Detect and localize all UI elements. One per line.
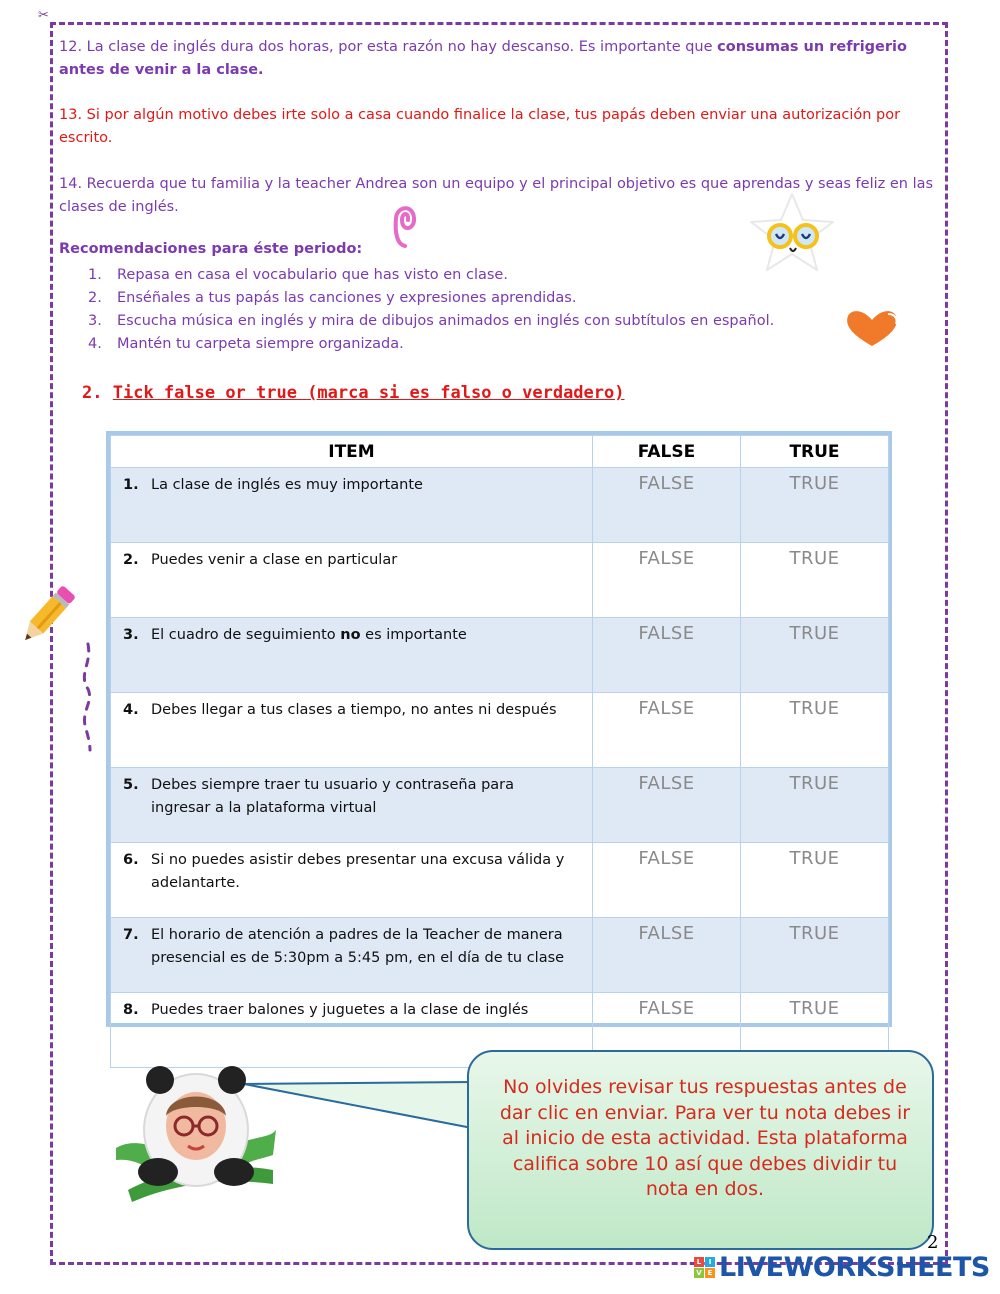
- item-text: Debes siempre traer tu usuario y contraseña para ingresar a la plataforma virtual: [151, 777, 515, 816]
- item-number: 6.: [123, 852, 139, 868]
- item-text: Si no puedes asistir debes presentar una excusa válida y adelantarte.: [151, 852, 565, 891]
- item-text: [151, 624, 576, 647]
- recommendations-title: Recomendaciones para éste periodo:: [59, 241, 363, 257]
- true-option[interactable]: TRUE: [741, 693, 889, 768]
- recommendation-number: 3.: [88, 313, 102, 329]
- item-text: Puedes venir a clase en particular: [151, 552, 398, 568]
- recommendation-text: Enséñales a tus papás las canciones y expresiones aprendidas.: [117, 290, 577, 306]
- paragraph-13: 13. Si por algún motivo debes irte solo a casa cuando finalice la clase, tus papás deben enviar una autorización por escrito.: [59, 107, 901, 146]
- item-text: El horario de atención a padres de la Teacher de manera presencial es de 5:30pm a 5:45 pm, en el día de tu clase: [151, 927, 565, 966]
- item-number: 1.: [123, 477, 139, 493]
- speech-bubble-text: No olvides revisar tus respuestas antes de dar clic en enviar. Para ver tu nota debes ir al inicio de esta actividad. Esta plataforma califica sobre 10 así que debes dividir tu nota en dos.: [499, 1076, 911, 1200]
- recommendation-text: Mantén tu carpeta siempre organizada.: [117, 336, 404, 352]
- true-false-table: [106, 431, 892, 1027]
- logo-tiles: [694, 1257, 715, 1278]
- recommendation-item: [88, 287, 774, 310]
- item-text: Puedes traer balones y juguetes a la clase de inglés: [151, 1002, 529, 1018]
- item-number: 7.: [123, 927, 139, 943]
- item-cell: [111, 543, 593, 618]
- false-option[interactable]: FALSE: [593, 843, 741, 918]
- false-option[interactable]: FALSE: [593, 768, 741, 843]
- table-row: [111, 843, 889, 918]
- table-row: [111, 768, 889, 843]
- item-number: 5.: [123, 777, 139, 793]
- false-option[interactable]: FALSE: [593, 918, 741, 993]
- liveworksheets-logo: [694, 1252, 990, 1282]
- recommendation-item: [88, 310, 774, 333]
- header-false: FALSE: [593, 436, 741, 468]
- logo-text: LIVEWORKSHEETS: [719, 1251, 990, 1283]
- true-option[interactable]: TRUE: [741, 468, 889, 543]
- item-text-part: El cuadro de seguimiento: [151, 627, 341, 643]
- false-option[interactable]: FALSE: [593, 543, 741, 618]
- logo-tile: V: [694, 1268, 704, 1278]
- section-title: [82, 383, 624, 403]
- recommendation-text: Repasa en casa el vocabulario que has visto en clase.: [117, 267, 508, 283]
- true-option[interactable]: TRUE: [741, 543, 889, 618]
- table-header-row: [111, 436, 889, 468]
- true-option[interactable]: TRUE: [741, 993, 889, 1068]
- false-option[interactable]: FALSE: [593, 693, 741, 768]
- true-option[interactable]: TRUE: [741, 768, 889, 843]
- item-text: La clase de inglés es muy importante: [151, 477, 423, 493]
- header-true: TRUE: [741, 436, 889, 468]
- item-number: 2.: [123, 552, 139, 568]
- table-row: [111, 543, 889, 618]
- spiral-icon: [392, 200, 418, 250]
- false-option[interactable]: FALSE: [593, 618, 741, 693]
- item-cell: [111, 768, 593, 843]
- recommendations-list: [88, 264, 774, 356]
- paragraph-14: 14. Recuerda que tu familia y la teacher Andrea son un equipo y el principal objetivo es que aprendas y seas feliz en las clases de inglés.: [59, 176, 934, 215]
- recommendation-item: [88, 333, 774, 356]
- panda-teacher-icon: [108, 1060, 278, 1210]
- item-text-bold: no: [340, 627, 361, 643]
- heart-icon: [842, 306, 902, 350]
- header-item: ITEM: [111, 436, 593, 468]
- item-text: Debes llegar a tus clases a tiempo, no antes ni después: [151, 702, 557, 718]
- true-option[interactable]: TRUE: [741, 618, 889, 693]
- item-cell: [111, 918, 593, 993]
- false-option[interactable]: FALSE: [593, 993, 741, 1068]
- item-number: 3.: [123, 627, 139, 643]
- pencil-icon: [20, 584, 100, 754]
- recommendation-number: 2.: [88, 290, 102, 306]
- logo-tile: I: [705, 1257, 715, 1267]
- section-number: 2.: [82, 383, 103, 403]
- table-row: [111, 468, 889, 543]
- item-cell: [111, 693, 593, 768]
- section-title-text: Tick false or true (marca si es falso o verdadero): [112, 383, 625, 403]
- recommendation-text: Escucha música en inglés y mira de dibujos animados en inglés con subtítulos en español.: [117, 313, 775, 329]
- item-number: 8.: [123, 1002, 139, 1018]
- page-number: 2: [927, 1232, 939, 1253]
- paragraph-12: [59, 36, 939, 82]
- paragraph-12-text: 12. La clase de inglés dura dos horas, por esta razón no hay descanso. Es importante que: [59, 39, 718, 55]
- scissors-icon: ✂: [38, 8, 49, 23]
- false-option[interactable]: FALSE: [593, 468, 741, 543]
- recommendation-item: [88, 264, 774, 287]
- table-row: [111, 618, 889, 693]
- table-row: [111, 918, 889, 993]
- item-cell: [111, 618, 593, 693]
- logo-tile: E: [705, 1268, 715, 1278]
- logo-tile: L: [694, 1257, 704, 1267]
- item-cell: [111, 843, 593, 918]
- item-number: 4.: [123, 702, 139, 718]
- table-row: [111, 693, 889, 768]
- recommendation-number: 4.: [88, 336, 102, 352]
- paragraph-12-bold: consumas un refrigerio antes de venir a la clase.: [59, 39, 907, 78]
- true-option[interactable]: TRUE: [741, 843, 889, 918]
- true-option[interactable]: TRUE: [741, 918, 889, 993]
- item-text-part: es importante: [360, 627, 467, 643]
- item-cell: [111, 468, 593, 543]
- recommendation-number: 1.: [88, 267, 102, 283]
